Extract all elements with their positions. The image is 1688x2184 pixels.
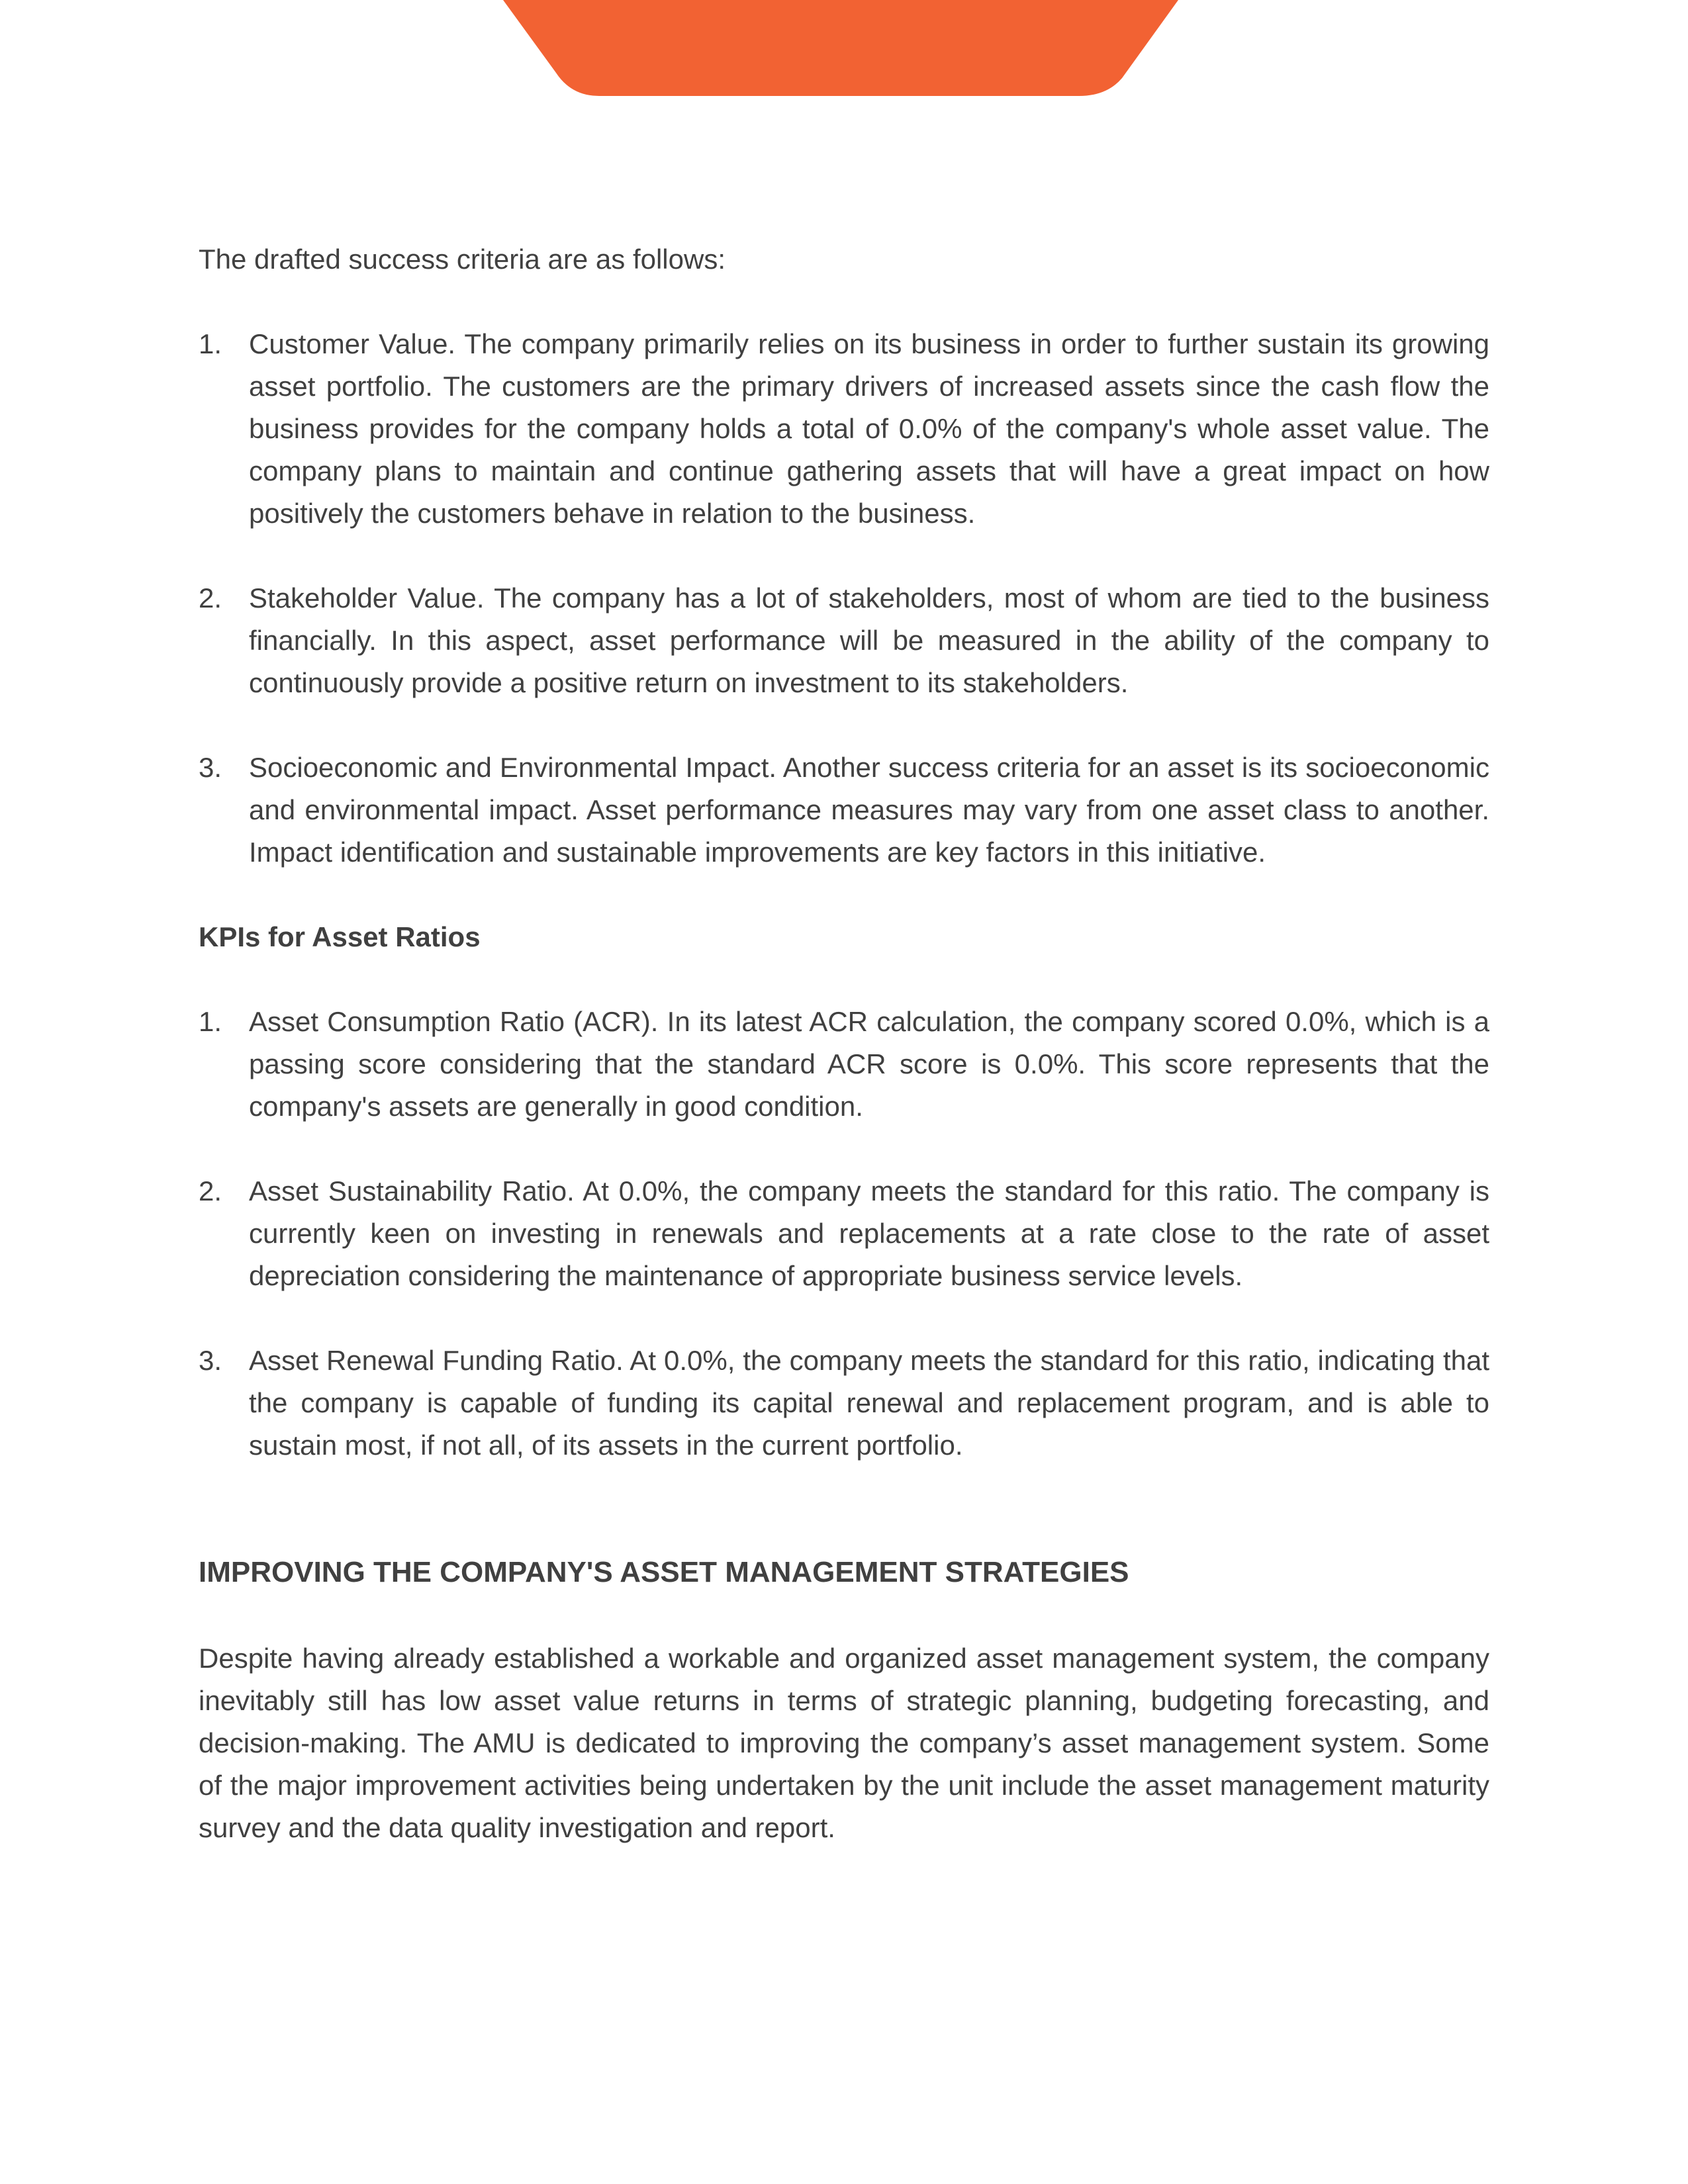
document-body [199, 238, 1489, 1849]
kpi-list [199, 1001, 1489, 1467]
list-item-text: Asset Renewal Funding Ratio. At 0.0%, the company meets the standard for this ratio, indicating that the company is capable of funding its capital renewal and replacement program, and is able to sustain most, if not all, of its assets in the current portfolio. [249, 1345, 1489, 1461]
list-item [199, 577, 1489, 704]
kpi-subheading: KPIs for Asset Ratios [199, 921, 481, 952]
list-item [199, 747, 1489, 874]
list-item [199, 1170, 1489, 1297]
list-item-text: Asset Consumption Ratio (ACR). In its latest ACR calculation, the company scored 0.0%, which is a passing score considering that the standard ACR score is 0.0%. This score represents that the company's assets are generally in good condition. [249, 1006, 1489, 1122]
list-item [199, 1340, 1489, 1467]
list-number: 1. [199, 328, 222, 359]
header-accent-tab [0, 0, 1688, 99]
list-item-text: Stakeholder Value. The company has a lot of stakeholders, most of whom are tied to the business financially. In this aspect, asset performance will be measured in the ability of the company to continuously provide a positive return on investment to its stakeholders. [249, 582, 1489, 698]
list-item-text: Socioeconomic and Environmental Impact. Another success criteria for an asset is its socioeconomic and environmental impact. Asset performance measures may vary from one asset class to another. Impact identification and sustainable improvements are key factors in this initiative. [249, 752, 1489, 868]
success-criteria-list [199, 323, 1489, 874]
list-item-text: Customer Value. The company primarily relies on its business in order to further sustain its growing asset portfolio. The customers are the primary drivers of increased assets since the cash flow the business provides for the company holds a total of 0.0% of the company's whole asset value. The company plans to maintain and continue gathering assets that will have a great impact on how positively the customers behave in relation to the business. [249, 328, 1489, 529]
list-number: 3. [199, 1345, 222, 1376]
intro-paragraph: The drafted success criteria are as follows: [199, 244, 726, 275]
list-number: 1. [199, 1006, 222, 1037]
list-number: 2. [199, 582, 222, 614]
list-item [199, 323, 1489, 535]
list-item [199, 1001, 1489, 1128]
list-number: 3. [199, 752, 222, 783]
section-paragraph: Despite having already established a workable and organized asset management system, the company inevitably still has low asset value returns in terms of strategic planning, budgeting forecasting, and decision-making. The AMU is dedicated to improving the company’s asset management system. Some of the major improvement activities being undertaken by the unit include the asset management maturity survey and the data quality investigation and report. [199, 1643, 1489, 1843]
list-item-text: Asset Sustainability Ratio. At 0.0%, the company meets the standard for this ratio. The company is currently keen on investing in renewals and replacements at a rate close to the rate of asset depreciation considering the maintenance of appropriate business service levels. [249, 1175, 1489, 1291]
section-heading: IMPROVING THE COMPANY'S ASSET MANAGEMENT STRATEGIES [199, 1556, 1129, 1588]
list-number: 2. [199, 1175, 222, 1206]
